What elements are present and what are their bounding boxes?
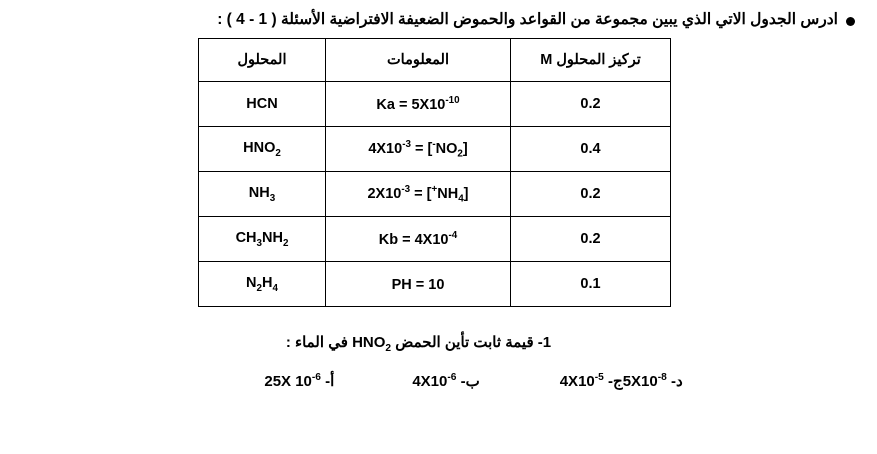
question-formula-main: HNO xyxy=(352,334,386,352)
choice-label: د- xyxy=(670,373,683,391)
choice-value: 5X10 xyxy=(622,373,658,391)
cell-solution xyxy=(199,82,326,127)
choice-exponent: -8 xyxy=(657,372,667,384)
solution-subscript: 2 xyxy=(256,282,262,294)
cell-concentration: 0.2 xyxy=(511,82,671,127)
solution-text: N xyxy=(246,274,257,291)
info-charge: - xyxy=(432,138,436,150)
choice-exponent: -5 xyxy=(594,372,604,384)
info-exponent: -4 xyxy=(448,230,458,242)
question-number: 1- xyxy=(537,334,552,352)
choice-label: ج- xyxy=(608,373,623,391)
solution-text: HCN xyxy=(246,96,278,113)
info-exponent: -10 xyxy=(445,95,460,107)
cell-solution xyxy=(199,217,326,262)
choice-option-c[interactable] xyxy=(560,372,623,390)
cell-information xyxy=(326,82,511,127)
cell-information xyxy=(326,262,511,307)
question-text-after: في الماء xyxy=(295,334,348,352)
header-solution: المحلول xyxy=(199,39,326,82)
question-formula-subscript: 2 xyxy=(385,343,392,355)
info-text-mid: ] = 4X10 xyxy=(368,140,433,157)
solution-text-tail: H xyxy=(262,274,273,291)
table-row xyxy=(199,82,671,127)
question-1 xyxy=(0,333,877,354)
info-text-mid: ] = 2X10 xyxy=(367,185,432,202)
intro-line xyxy=(0,0,877,30)
cell-information xyxy=(326,217,511,262)
solutions-table xyxy=(198,38,671,307)
info-text: Kb = 4X10 xyxy=(378,232,449,249)
solution-text: HNO xyxy=(243,139,276,156)
table-row xyxy=(199,172,671,217)
solution-subscript: 2 xyxy=(275,147,281,159)
choice-value: 4X10 xyxy=(559,373,595,391)
table-header-row xyxy=(199,39,671,82)
cell-information xyxy=(326,172,511,217)
choice-value: 4X10 xyxy=(412,373,448,391)
cell-solution xyxy=(199,172,326,217)
question-colon: : xyxy=(285,334,291,352)
info-charge: + xyxy=(431,183,438,195)
question-text-before: قيمة ثابت تأين الحمض xyxy=(395,334,534,352)
header-concentration: تركيز المحلول M xyxy=(511,39,671,82)
solution-subscript: 3 xyxy=(256,237,262,249)
info-exponent: -3 xyxy=(402,138,411,150)
cell-concentration: 0.2 xyxy=(511,217,671,262)
solution-subscript: 3 xyxy=(269,192,276,204)
choices-list xyxy=(0,372,877,390)
header-information: المعلومات xyxy=(326,39,511,82)
info-subscript: 4 xyxy=(458,193,464,205)
cell-concentration: 0.2 xyxy=(511,172,671,217)
table-row xyxy=(199,217,671,262)
bullet-icon xyxy=(846,17,855,26)
solution-text: CH xyxy=(235,229,257,246)
info-text: PH = 10 xyxy=(391,277,445,294)
solution-subscript-tail: 4 xyxy=(272,282,278,294)
cell-information xyxy=(326,127,511,172)
info-subscript: 2 xyxy=(457,148,463,160)
question-formula xyxy=(352,334,392,355)
cell-solution xyxy=(199,127,326,172)
choice-option-b[interactable] xyxy=(412,372,479,390)
table-row xyxy=(199,262,671,307)
cell-concentration: 0.4 xyxy=(511,127,671,172)
choice-label: ب- xyxy=(460,373,480,391)
choice-option-d[interactable] xyxy=(623,372,683,390)
info-text: [NH xyxy=(437,185,469,202)
choice-exponent: -6 xyxy=(311,372,321,384)
cell-concentration: 0.1 xyxy=(511,262,671,307)
intro-text: ادرس الجدول الاتي الذي يبين مجموعة من القواعد والحموض الضعيفة الافتراضية الأسئلة ( 1 - 4 ) : xyxy=(217,11,838,28)
info-text: Ka = 5X10 xyxy=(376,97,446,114)
choice-exponent: -6 xyxy=(447,372,457,384)
solution-subscript-tail: 2 xyxy=(282,237,289,249)
info-exponent: -3 xyxy=(401,183,411,195)
cell-solution xyxy=(199,262,326,307)
solution-text: NH xyxy=(248,184,270,201)
solution-text-tail: NH xyxy=(262,229,283,246)
info-text: [NO xyxy=(435,140,468,157)
choice-option-a[interactable] xyxy=(264,372,334,390)
choice-label: أ- xyxy=(325,373,335,391)
question-1-content xyxy=(286,333,591,354)
table-container xyxy=(0,38,877,307)
table-row xyxy=(199,127,671,172)
choice-value: 25X 10 xyxy=(264,373,312,391)
